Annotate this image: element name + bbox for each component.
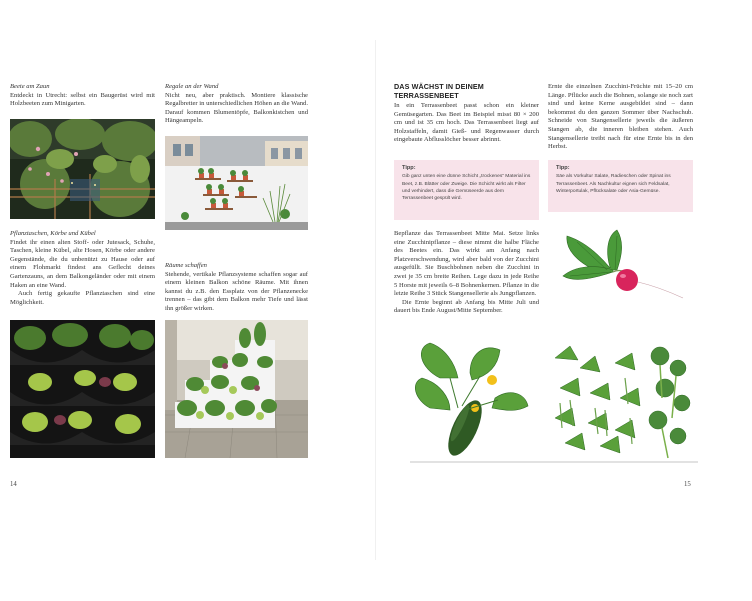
wall-shelves-paragraph: Nicht neu, aber praktisch. Montiere klassische Regalbretter in unterschiedlichen Höhen an die Wand. Darauf kommen Blumentöpfe, Balkonkistchen und Hängeampeln.	[165, 91, 308, 125]
create-spaces-paragraph: Stehende, vertikale Pflanzsysteme schaffen sogar auf einem kleinen Balkon schöne Räume. Mit ihnen kannst du z.B. den Essplatz von der Pflanzenecke trennen – das gibt dem Balkon mehr Tiefe und lässt ihn größer wirken.	[165, 270, 308, 312]
radish-illustration	[555, 228, 690, 303]
plant-bags-text-block	[10, 230, 155, 307]
fence-beds-heading: Beete am Zaun	[10, 83, 50, 90]
create-spaces-text-block	[165, 262, 308, 314]
tip-title: Tipp:	[402, 165, 416, 171]
book-spine	[375, 40, 376, 560]
planting-text	[394, 230, 539, 316]
section-title: DAS WÄCHST IN DEINEM TERRASSENBEET	[394, 82, 484, 100]
plant-bags-paragraph-2: Auch fertig gekaufte Pflanztaschen sind eine Möglichkeit.	[10, 290, 155, 306]
wall-shelves-text-block	[165, 83, 308, 126]
scaffold-garden-photo	[10, 119, 155, 219]
tip-box-precrop	[548, 160, 693, 212]
harvest-intro-paragraph: Ernte die einzelnen Zucchini-Früchte mit 15–20 cm Länge. Pflücke auch die Bohnen, solange sie noch zart sind und keine Kerne ausgebildet sind – dann bekommst du den ganzen Sommer über Nachschub. Schneide von Stangensellerie jeweils die äußeren Stangen ab, die inneren bleiben stehen. Auch Stangensellerie treibt nach für eine Ernte bis in den Herbst.	[548, 83, 693, 151]
bed-intro-text	[394, 102, 539, 145]
page-number-right: 15	[684, 481, 691, 488]
create-spaces-heading: Räume schaffen	[165, 262, 207, 269]
tip-text: Gib ganz unten eine dünne Schicht „trockenes“ Material ins Beet, z.B. Blätter oder Zweige. Die Schicht wirkt als Filter und verhindert, dass die Gemüseerde aus dem Terrassenbeet gespült wird.	[402, 174, 531, 202]
fence-beds-text-block	[10, 83, 155, 109]
harvest-paragraph: Die Ernte beginnt ab Anfang bis Mitte Juli und dauert bis Ende August/Mitte September.	[394, 298, 539, 315]
bed-intro-paragraph: In ein Terrassenbeet passt schon ein kleiner Gemüsegarten. Das Beet im Beispiel misst 80 × 200 cm und ist 35 cm hoch. Das Terrassenbeet liegt auf Holzstaffeln, damit Gieß- und Regenwasser durch eingebaute Abflusslöcher besser abrinnt.	[394, 102, 539, 144]
wall-shelves-heading: Regale an der Wand	[165, 83, 219, 90]
tip-box-drainage	[394, 160, 539, 220]
planting-paragraph: Bepflanze das Terrassenbeet Mitte Mai. Setze links eine Zucchinipflanze – diese nimmt die halbe Fläche des Beetes ein. Das wirkt am Anfang nach Platzverschwendung, wird aber bald von der Zucchini ausgefüllt. Sie Buschbohnen neben die Zucchini in zwei je 35 cm breite Reihen. Lege dazu in jede Reihe 5 Horste mit jeweils 6–8 Bohnenkernen. Pflanze in die letzte Reihe 3 Stück Stangensellerie als Jungpflanzen.	[394, 230, 539, 298]
harvest-text	[548, 83, 693, 152]
tip-text-2: Säe als Vorkultur Salate, Radieschen oder Spinat ins Terrassenbeet. Als Nachkultur eignen sich Feldsalat, Winterportulak, Pflücksalate oder Asia-Gemüse.	[556, 174, 671, 194]
fence-beds-paragraph: Entdeckt in Utrecht: selbst ein Baugerüst wird mit Holzbeeten zum Minigarten.	[10, 91, 155, 108]
felt-plant-pockets-photo	[10, 320, 155, 458]
vegetable-bed-illustration	[410, 338, 698, 463]
plant-bags-paragraph: Findet ihr einen alten Stoff- oder Jutesack, Schuhe, Taschen, kleine Kübel, alte Hosen, Körbe oder andere Gegenstände, die du unbenützt zu Hause oder auf einem Flohmarkt findest ans Geflecht deines Gartenzauns, an dem Balkongeländer oder mit einem Haken an eine Wand.	[10, 238, 155, 289]
vertical-planter-photo	[165, 320, 308, 458]
plant-bags-heading: Pflanztaschen, Körbe und Kübel	[10, 230, 96, 237]
wall-shelves-photo	[165, 136, 308, 230]
tip-title-2: Tipp:	[556, 165, 570, 171]
page-number-left: 14	[10, 481, 17, 488]
